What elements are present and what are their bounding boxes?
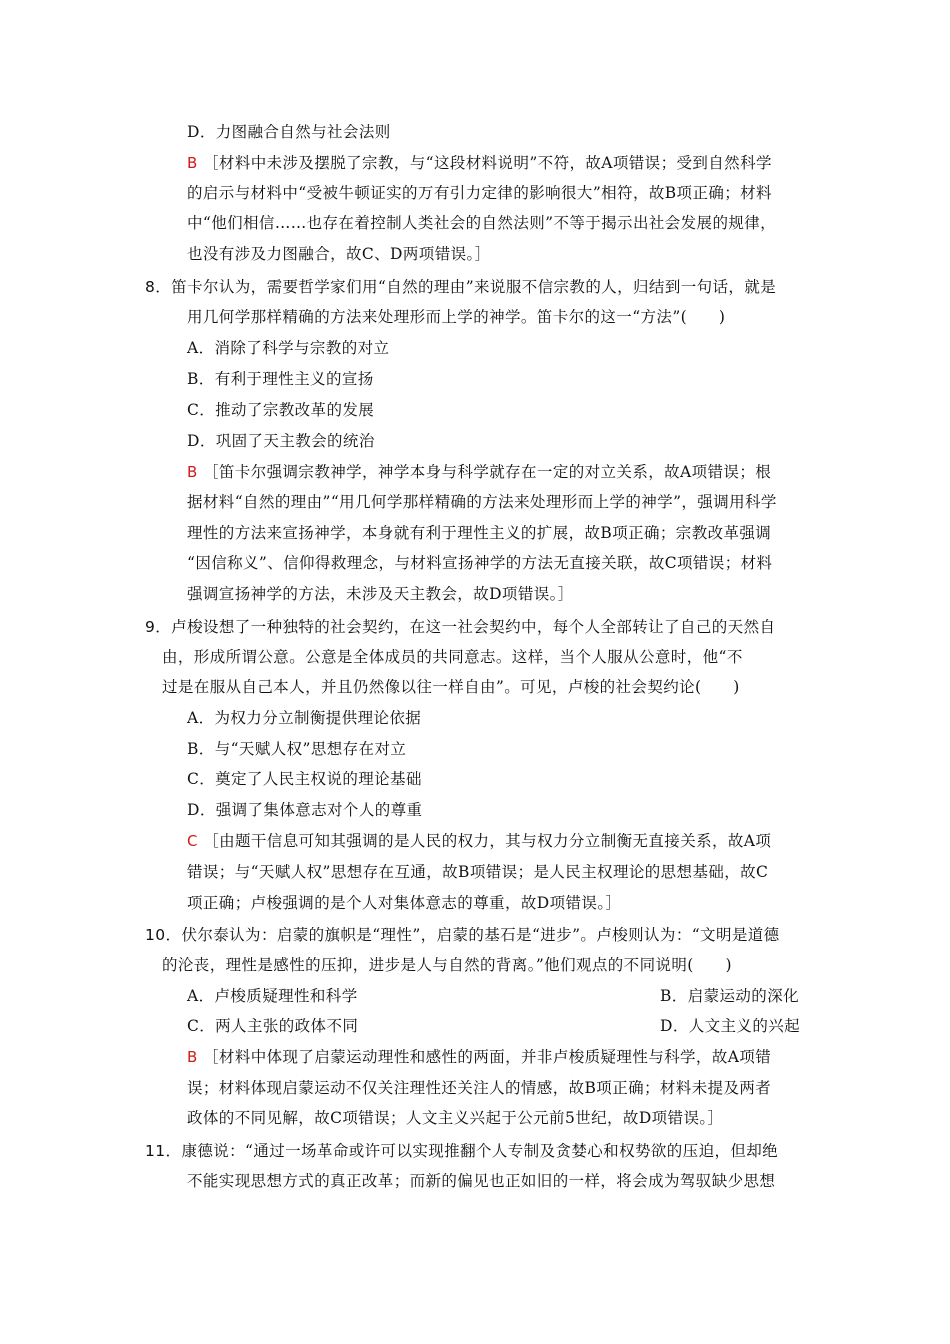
- q11-stem-text: 康德说：“通过一场革命或许可以实现推翻个人专制及贪婪心和权势欲的压迫，但却绝: [181, 1142, 779, 1160]
- q8-answer-letter: B: [187, 463, 198, 481]
- q10-stem-line: [145, 925, 950, 947]
- q8-explanation-line: “因信称义”、信仰得救理念，与材料宣扬神学的方法无直接关联，故C项错误；材料: [187, 554, 773, 572]
- q10-option-c: C．两人主张的政体不同: [187, 1017, 359, 1035]
- q8-option-d: D．巩固了天主教会的统治: [187, 432, 375, 450]
- q10-options-row-1: [187, 986, 950, 1008]
- q11-stem-line: 不能实现思想方式的真正改革；而新的偏见也正如旧的一样，将会成为驾驭缺少思想: [187, 1172, 776, 1190]
- q9-option-d: D．强调了集体意志对个人的尊重: [187, 801, 423, 819]
- q10-options-row-2: [187, 1016, 950, 1038]
- q8-explanation-line: 强调宣扬神学的方法，未涉及天主教会，故D项错误。］: [187, 585, 574, 603]
- q8-explanation-line: 据材料“自然的理由”“用几何学那样精确的方法来处理形而上学的神学”，强调用科学: [187, 493, 777, 511]
- q11-stem-line: [145, 1141, 950, 1163]
- q10-stem-line: 的沦丧，理性是感性的压抑，进步是人与自然的背离。”他们观点的不同说明( ): [162, 956, 732, 974]
- q9-stem-text: 卢梭设想了一种独特的社会契约，在这一社会契约中，每个人全部转让了自己的天然自: [171, 618, 776, 636]
- q10-option-d: D．人文主义的兴起: [660, 1017, 801, 1035]
- q9-explanation-line: ［由题干信息可知其强调的是人民的权力，其与权力分立制衡无直接关系，故A项: [203, 832, 772, 850]
- q9-stem-line: 过是在服从自己本人，并且仍然像以往一样自由”。可见，卢梭的社会契约论( ): [162, 678, 740, 696]
- q9-stem-line: 由，形成所谓公意。公意是全体成员的共同意志。这样，当个人服从公意时，他“不: [162, 648, 743, 666]
- q9-option-b: B．与“天赋人权”思想存在对立: [187, 740, 407, 758]
- q8-option-b: B．有利于理性主义的宣扬: [187, 370, 374, 388]
- q8-explanation-line: 理性的方法来宣扬神学，本身就有利于理性主义的扩展，故B项正确；宗教改革强调: [187, 524, 772, 542]
- q8-option-c: C．推动了宗教改革的发展: [187, 401, 375, 419]
- q7-explanation-line: 也没有涉及力图融合，故C、D两项错误。］: [187, 245, 491, 263]
- q7-explanation-line: 中“他们相信……也存在着控制人类社会的自然法则”不等于揭示出社会发展的规律，: [187, 214, 777, 232]
- q10-option-a: A．卢梭质疑理性和科学: [187, 987, 358, 1005]
- q9-answer-letter: C: [187, 832, 198, 850]
- q9-explanation-line: 项正确；卢梭强调的是个人对集体意志的尊重，故D项错误。］: [187, 894, 622, 912]
- q9-option-a: A．为权力分立制衡提供理论依据: [187, 709, 422, 727]
- q7-explanation-line: ［材料中未涉及摆脱了宗教，与“这段材料说明”不符，故A项错误；受到自然科学: [203, 154, 772, 172]
- q11-number: 11．: [145, 1142, 182, 1160]
- q7-option-d: D．力图融合自然与社会法则: [187, 123, 391, 141]
- q10-answer-letter: B: [187, 1048, 198, 1066]
- q10-answer-line: [187, 1047, 950, 1069]
- q10-option-b: B．启蒙运动的深化: [660, 987, 799, 1005]
- q10-stem-text: 伏尔泰认为：启蒙的旗帜是“理性”，启蒙的基石是“进步”。卢梭则认为：“文明是道德: [181, 926, 780, 944]
- q8-explanation-line: ［笛卡尔强调宗教神学，神学本身与科学就存在一定的对立关系，故A项错误；根: [203, 463, 772, 481]
- q8-answer-line: [187, 462, 950, 484]
- q7-answer-letter: B: [187, 154, 198, 172]
- q10-explanation-line: 政体的不同见解，故C项错误；人文主义兴起于公元前5世纪，故D项错误。］: [187, 1109, 724, 1127]
- q8-stem-line: 用几何学那样精确的方法来处理形而上学的神学。笛卡尔的这一“方法”( ): [187, 308, 726, 326]
- q8-stem-line: [145, 277, 950, 299]
- q9-number: 9．: [145, 618, 172, 636]
- q7-answer-line: [187, 153, 950, 175]
- q8-number: 8．: [145, 278, 172, 296]
- q7-explanation-line: 的启示与材料中“受被牛顿证实的万有引力定律的影响很大”相符，故B项正确；材料: [187, 184, 772, 202]
- q10-explanation-line: 误；材料体现启蒙运动不仅关注理性还关注人的情感，故B项正确；材料未提及两者: [187, 1079, 772, 1097]
- q9-explanation-line: 错误；与“天赋人权”思想存在互通，故B项错误；是人民主权理论的思想基础，故C: [187, 863, 769, 881]
- q10-number: 10．: [145, 926, 182, 944]
- q8-option-a: A．消除了科学与宗教的对立: [187, 339, 390, 357]
- q10-explanation-line: ［材料中体现了启蒙运动理性和感性的两面，并非卢梭质疑理性与科学，故A项错: [203, 1048, 772, 1066]
- q9-stem-line: [145, 617, 950, 639]
- q8-stem-text: 笛卡尔认为，需要哲学家们用“自然的理由”来说服不信宗教的人，归结到一句话，就是: [171, 278, 777, 296]
- q9-answer-line: [187, 831, 950, 853]
- q9-option-c: C．奠定了人民主权说的理论基础: [187, 770, 422, 788]
